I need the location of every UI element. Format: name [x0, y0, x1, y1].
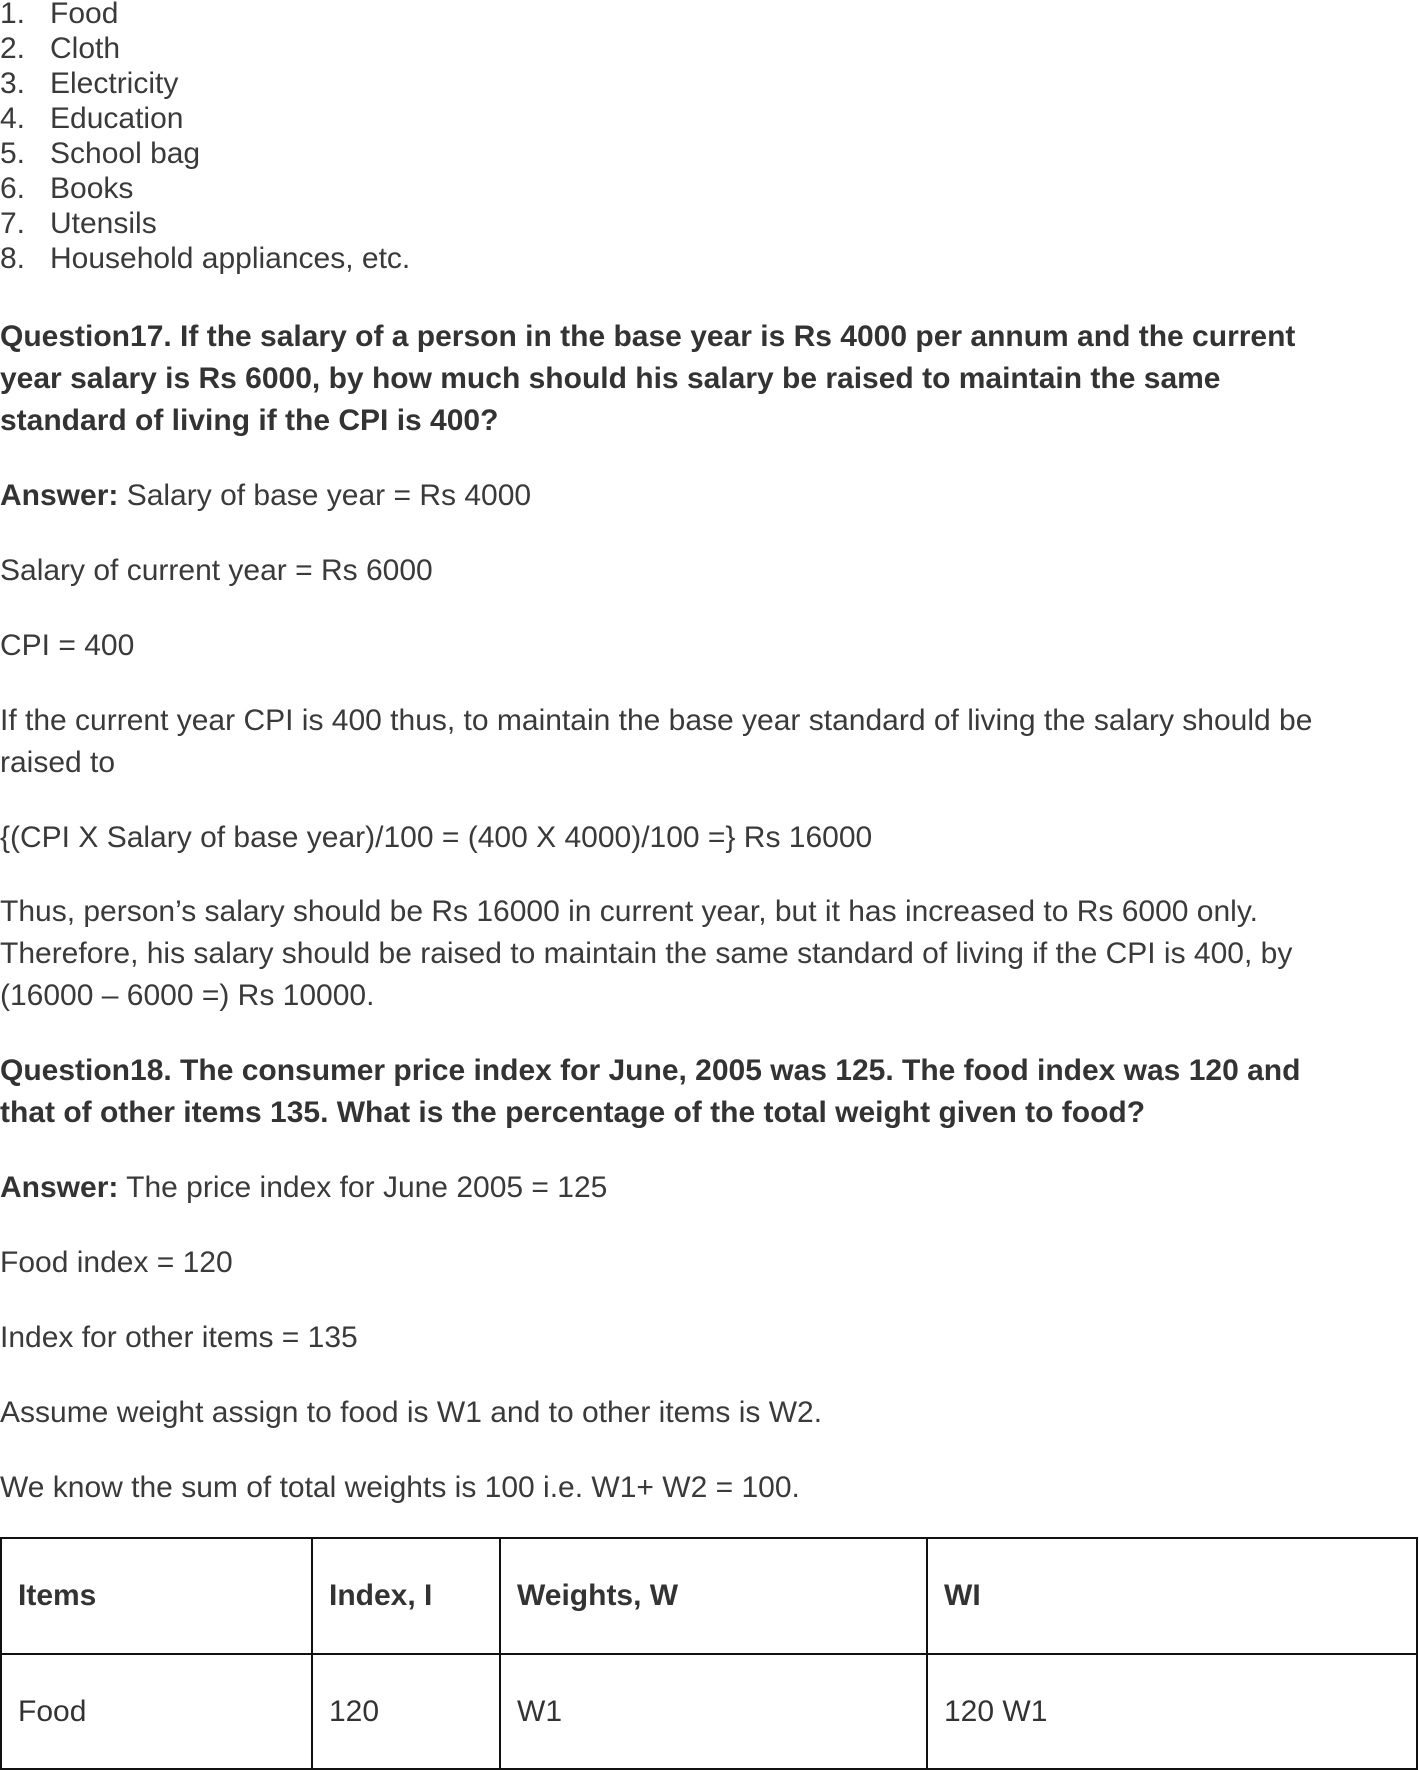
answer-label: Answer:: [0, 479, 119, 512]
q17-current-salary: Salary of current year = Rs 6000: [0, 554, 433, 587]
question-17-heading: Question17. If the salary of a person in the base year is Rs 4000 per annum and the current year salary is Rs 6000, by how much should his salary be raised to maintain the same standard of living if the CPI is 400?: [0, 320, 1296, 437]
expenditure-item-list: [0, 0, 410, 276]
list-item: 5. School bag: [0, 137, 201, 170]
table-header-cell: WI: [927, 1538, 1417, 1654]
q18-weights-sum: We know the sum of total weights is 100 i.e. W1+ W2 = 100.: [0, 1471, 800, 1504]
list-item: 3. Electricity: [0, 67, 179, 100]
q18-weight-assumption: Assume weight assign to food is W1 and to other items is W2.: [0, 1396, 823, 1429]
table-header-cell: Index, I: [312, 1538, 500, 1654]
question-18-heading: Question18. The consumer price index for June, 2005 was 125. The food index was 120 and that of other items 135. What is the percentage of the total weight given to food?: [0, 1054, 1301, 1129]
list-item: 4. Education: [0, 102, 184, 135]
q17-explanation: If the current year CPI is 400 thus, to maintain the base year standard of living the salary should be raised to: [0, 704, 1313, 779]
weights-table: [0, 1537, 1418, 1770]
list-item: 2. Cloth: [0, 32, 121, 65]
table-header-row: [1, 1538, 1417, 1654]
q17-conclusion: Thus, person’s salary should be Rs 16000 in current year, but it has increased to Rs 6000 only. Therefore, his salary should be raised to maintain the same standard of living if the CPI is 400, by (16000 – 6000 =) Rs 10000.: [0, 895, 1293, 1012]
q17-formula: {(CPI X Salary of base year)/100 = (400 X 4000)/100 =} Rs 16000: [0, 821, 873, 854]
list-item: 7. Utensils: [0, 207, 157, 240]
q18-answer-line: Answer: The price index for June 2005 = 125: [0, 1171, 608, 1204]
q18-food-index: Food index = 120: [0, 1246, 233, 1279]
list-item: 8. Household appliances, etc.: [0, 242, 411, 275]
table-cell: Food: [1, 1654, 312, 1769]
table-cell: 120: [312, 1654, 500, 1769]
list-item: 6. Books: [0, 172, 134, 205]
table-header-cell: Weights, W: [500, 1538, 927, 1654]
table-header-cell: Items: [1, 1538, 312, 1654]
q17-answer-line: Answer: Salary of base year = Rs 4000: [0, 479, 532, 512]
table-cell: 120 W1: [927, 1654, 1417, 1769]
q17-cpi: CPI = 400: [0, 629, 135, 662]
q18-other-index: Index for other items = 135: [0, 1321, 358, 1354]
table-row: [1, 1654, 1417, 1769]
answer-label: Answer:: [0, 1171, 119, 1204]
table-cell: W1: [500, 1654, 927, 1769]
list-item: 1. Food: [0, 0, 119, 30]
